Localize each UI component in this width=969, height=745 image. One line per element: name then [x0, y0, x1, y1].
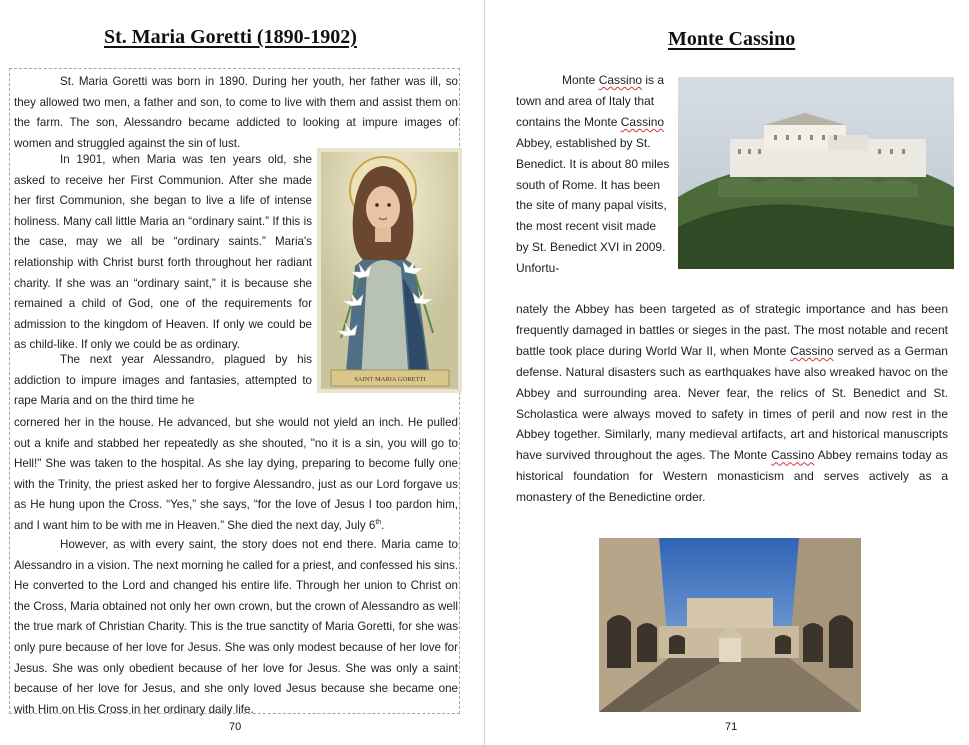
paragraph-3-continued	[14, 413, 458, 537]
page-right	[485, 0, 969, 745]
paragraph-4: However, as with every saint, the story does not end there. Maria came to Alessandro in a vision. The next morning he called for a priest, and confessed his sins. He converted to the Lord and changed his entire life. Through her union to Christ on the Cross, Maria obtained not only her own crown, but the crown of Alessandro as well the true mark of Christian Charity. This is the true sanctity of Maria Goretti, for she was only pure because of her love for Jesus. She was only modest because of her love for Jesus. She was only obedient because of her love for Jesus. She was only a saint because of her love for Jesus, and she only loved Jesus because she became one with Him on His Cross in her ordinary daily life.	[14, 538, 458, 716]
paragraph-3-start: The next year Alessandro, plagued by his addiction to impure images and fantasies, attempted to rape Maria and on the third time he	[14, 353, 312, 408]
spellcheck-word: Cassino	[771, 448, 815, 463]
monte-cassino-abbey-photo	[678, 77, 954, 269]
paragraph-3-end: .	[381, 518, 385, 532]
monte-cassino-paragraph-1: Monte Cassino is a town and area of Italy that contains the Monte Cassino Abbey, established by St. Benedict. It is about 80 miles south of Rome. It has been the site of many papal visits, the most recent visit made by St. Benedict XVI in 2009. Unfortu-	[516, 73, 670, 276]
page-title-left: St. Maria Goretti (1890-1902)	[104, 26, 357, 48]
spellcheck-word: Cassino	[620, 114, 665, 129]
saint-maria-goretti-picture	[317, 148, 462, 393]
paragraph-3-text: cornered her in the house. He advanced, but she would not yield an inch. He pulled out a knife and stabbed her repeatedly as she shouted, "no it is a sin, you will go to Hell!" She was taken to the hospital. As she lay dying, preparing to become fully one with the Trinity, the priest asked her to forgive Alessandro, just as our Lord forgave us as He hung upon the Cross. “Yes,” she says, “for the love of Jesus I too pardon him, and I want him to be with me in Heaven.” She died the next day, July 6	[14, 416, 458, 532]
page-number-left: 70	[229, 721, 242, 733]
page-left	[0, 0, 484, 745]
spellcheck-word: Cassino	[598, 73, 643, 87]
monte-cassino-paragraph-2: nately the Abbey has been targeted as of strategic importance and has been frequently damaged in battles or sieges in the past. The most notable and recent battle took place during World War II, when Monte Cassino served as a German defense. Natural disasters such as earthquakes have also wreaked havoc on the Abbey and surrounding area. Never fear, the relics of St. Benedict and St. Scholastica were always moved to safety in times of peril and now rest in the Abbey together. Similarly, many medieval artifacts, art and historical manuscripts have survived throughout the ages. The Monte Cassino Abbey remains today as historical foundation for Western monasticism and serves actively as a monastery of the Benedictine order.	[516, 302, 948, 505]
paragraph-2: In 1901, when Maria was ten years old, she asked to receive her First Communion. After she made her first Communion, she began to live a life of intense holiness. Many call little Maria an “ordinary saint.” If this is the case, may we all be “ordinary saints.” Maria's relationship with Christ burst forth throughout her radiant charity. If she was an “ordinary saint,” it is because she remained a child of God, one of the requirements for admission to the kingdom of Heaven. If only we could be as child-like. If only we could be as ordinary.	[14, 153, 312, 352]
paragraph-1: St. Maria Goretti was born in 1890. During her youth, her father was ill, so they allowed two men, a father and son, to come to live with them and assist them on the farm. The son, Alessandro became addicted to looking at impure images of women and struggled against the sin of lust.	[14, 75, 458, 150]
date-superscript: th	[375, 519, 382, 527]
abbey-cloister-photo	[599, 538, 861, 712]
page-number-right: 71	[725, 721, 738, 733]
spellcheck-word: Cassino	[790, 343, 834, 358]
picture-caption: SAINT MARIA GORETTI	[354, 376, 426, 383]
page-title-right: Monte Cassino	[668, 28, 796, 50]
